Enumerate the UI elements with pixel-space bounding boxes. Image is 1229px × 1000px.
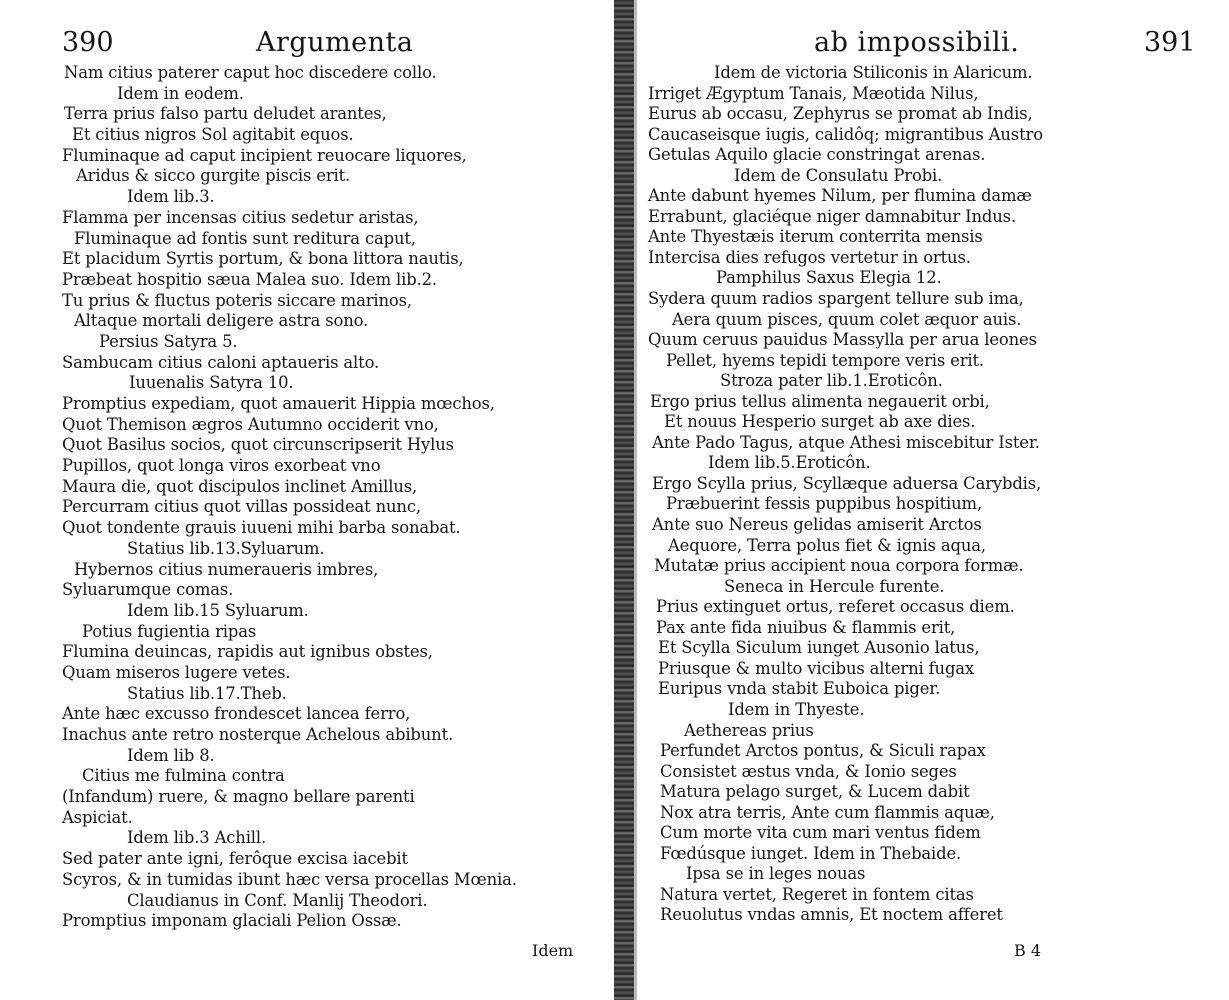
text-line: Quam miseros lugere vetes.: [62, 662, 291, 682]
text-line: Fœdúsque iunget. Idem in Thebaide.: [660, 843, 962, 863]
text-line: Reuolutus vndas amnis, Et noctem afferet: [660, 905, 1003, 925]
text-line: Aequore, Terra polus fiet & ignis aqua,: [668, 535, 986, 555]
text-block: [636, 63, 1229, 926]
text-line: Natura vertet, Regeret in fontem citas: [660, 884, 974, 904]
text-line: Et nouus Hesperio surget ab axe dies.: [664, 412, 976, 432]
text-line: Ante hæc excusso frondescet lancea ferro,: [62, 704, 411, 724]
text-line: Et placidum Syrtis portum, & bona littora nautis,: [62, 249, 464, 269]
text-line: Stroza pater lib.1.Eroticôn.: [720, 371, 943, 391]
running-head: Argumenta: [256, 27, 414, 58]
text-line: Ergo Scylla prius, Scyllæque aduersa Carybdis,: [652, 473, 1042, 493]
page-number: 390: [62, 27, 114, 58]
text-line: Idem de Consulatu Probi.: [734, 165, 943, 185]
text-line: Pamphilus Saxus Elegia 12.: [716, 268, 942, 288]
text-line: Idem lib 8.: [127, 745, 215, 765]
text-line: Maura die, quot discipulos inclinet Amillus,: [62, 476, 418, 496]
text-line: Quum ceruus pauidus Massylla per arua leones: [648, 330, 1037, 350]
book-gutter: [614, 0, 634, 1000]
text-line: (Infandum) ruere, & magno bellare parenti: [62, 787, 415, 807]
text-line: Idem in eodem.: [117, 83, 244, 103]
text-line: Caucaseisque iugis, calidôq; migrantibus Austro: [648, 124, 1043, 144]
text-line: Pax ante fida niuibus & flammis erit,: [656, 617, 956, 637]
text-line: Syluarumque comas.: [62, 580, 234, 600]
text-line: Aethereas prius: [684, 720, 814, 740]
text-line: Perfundet Arctos pontus, & Siculi rapax: [660, 741, 986, 761]
text-line: Mutatæ prius accipient noua corpora formæ.: [654, 556, 1024, 576]
running-head: ab impossibili.: [814, 27, 1020, 58]
text-line: Iuuenalis Satyra 10.: [129, 373, 294, 393]
text-line: Euripus vnda stabit Euboica piger.: [658, 679, 941, 699]
text-line: Ante suo Nereus gelidas amiserit Arctos: [652, 515, 982, 535]
text-line: Sambucam citius caloni aptaueris alto.: [62, 352, 380, 372]
text-line: Quot tondente grauis iuueni mihi barba sonabat.: [62, 518, 461, 538]
text-line: Idem lib.15 Syluarum.: [127, 600, 309, 620]
text-line: Cum morte vita cum mari ventus fidem: [660, 823, 981, 843]
text-line: Nam citius paterer caput hoc discedere collo.: [64, 63, 437, 82]
text-line: Inachus ante retro nosterque Achelous abibunt.: [62, 725, 454, 744]
text-line: Idem lib.3.: [127, 187, 215, 207]
text-line: Sed pater ante igni, ferôque excisa iacebit: [62, 849, 408, 869]
text-line: Seneca in Hercule furente.: [724, 576, 945, 596]
text-line: Promptius imponam glaciali Pelion Ossæ.: [62, 911, 402, 931]
text-line: Flumina deuincas, rapidis aut ignibus obstes,: [62, 642, 433, 662]
text-line: Ante Thyestæis iterum conterrita mensis: [648, 227, 983, 247]
text-line: Promptius expediam, quot amauerit Hippia mœchos,: [62, 394, 495, 413]
text-line: Nox atra terris, Ante cum flammis aquæ,: [660, 802, 995, 822]
text-line: Fluminaque ad fontis sunt reditura caput,: [74, 228, 416, 248]
text-line: Ipsa se in leges nouas: [686, 864, 866, 884]
text-line: Ergo prius tellus alimenta negauerit orbi,: [650, 391, 990, 411]
text-line: Idem lib.5.Eroticôn.: [708, 453, 871, 473]
text-line: Idem in Thyeste.: [728, 699, 865, 719]
catchword: Idem: [532, 941, 574, 960]
text-line: Consistet æstus vnda, & Ionio seges: [660, 761, 957, 781]
text-block: [0, 63, 612, 932]
text-line: Altaque mortali deligere astra sono.: [74, 311, 369, 331]
text-line: Et citius nigros Sol agitabit equos.: [72, 125, 354, 145]
text-line: Quot Basilus socios, quot circunscripserit Hylus: [62, 435, 454, 455]
text-line: Ante dabunt hyemes Nilum, per flumina damæ: [648, 186, 1032, 206]
text-line: Potius fugientia ripas: [82, 621, 257, 641]
text-line: Aspiciat.: [62, 807, 133, 827]
text-line: Irriget Ægyptum Tanais, Mæotida Nilus,: [648, 83, 979, 103]
text-line: Aridus & sicco gurgite piscis erit.: [76, 166, 351, 186]
text-line: Priusque & multo vicibus alterni fugax: [658, 658, 975, 678]
text-line: Hybernos citius numeraueris imbres,: [74, 559, 379, 579]
text-line: Fluminaque ad caput incipient reuocare liquores,: [62, 145, 467, 165]
text-line: Persius Satyra 5.: [99, 331, 238, 351]
left-page: [0, 0, 612, 1000]
text-line: Matura pelago surget, & Lucem dabit: [660, 782, 970, 802]
text-line: Scyros, & in tumidas ibunt hæc versa procellas Mœnia.: [62, 869, 517, 889]
text-line: Præbuerint fessis puppibus hospitium,: [666, 494, 983, 514]
text-line: Sydera quum radios spargent tellure sub ima,: [648, 289, 1024, 309]
text-line: Citius me fulmina contra: [82, 766, 285, 786]
text-line: Getulas Aquilo glacie constringat arenas.: [648, 145, 986, 165]
text-line: Errabunt, glaciéque niger damnabitur Indus.: [648, 206, 1016, 226]
text-line: Et Scylla Siculum iunget Ausonio latus,: [658, 638, 980, 658]
text-line: Claudianus in Conf. Manlij Theodori.: [127, 890, 428, 910]
text-line: Aera quum pisces, quum colet æquor auis.: [672, 309, 1022, 329]
signature-mark: B 4: [1014, 941, 1042, 960]
text-line: Percurram citius quot villas possideat nunc,: [62, 497, 421, 517]
text-line: Statius lib.13.Syluarum.: [127, 538, 325, 558]
text-line: Idem lib.3 Achill.: [127, 828, 267, 848]
text-line: Statius lib.17.Theb.: [127, 683, 287, 703]
text-line: Pupillos, quot longa viros exorbeat vno: [62, 456, 381, 476]
page-number: 391: [1144, 27, 1196, 58]
text-line: Intercisa dies refugos vertetur in ortus.: [648, 247, 971, 267]
text-line: Eurus ab occasu, Zephyrus se promat ab Indis,: [648, 104, 1033, 124]
text-line: Prius extinguet ortus, referet occasus diem.: [656, 597, 1015, 617]
text-line: Præbeat hospitio sæua Malea suo. Idem lib.2.: [62, 269, 437, 289]
text-line: Tu prius & fluctus poteris siccare marinos,: [62, 290, 412, 310]
text-line: Quot Themison ægros Autumno occiderit vno,: [62, 414, 439, 434]
right-page: [636, 0, 1229, 1000]
text-line: Flamma per incensas citius sedetur aristas,: [62, 207, 419, 227]
text-line: Idem de victoria Stiliconis in Alaricum.: [714, 63, 1033, 82]
text-line: Ante Pado Tagus, atque Athesi miscebitur Ister.: [652, 432, 1040, 452]
text-line: Terra prius falso partu deludet arantes,: [64, 104, 387, 124]
text-line: Pellet, hyems tepidi tempore veris erit.: [666, 350, 984, 370]
